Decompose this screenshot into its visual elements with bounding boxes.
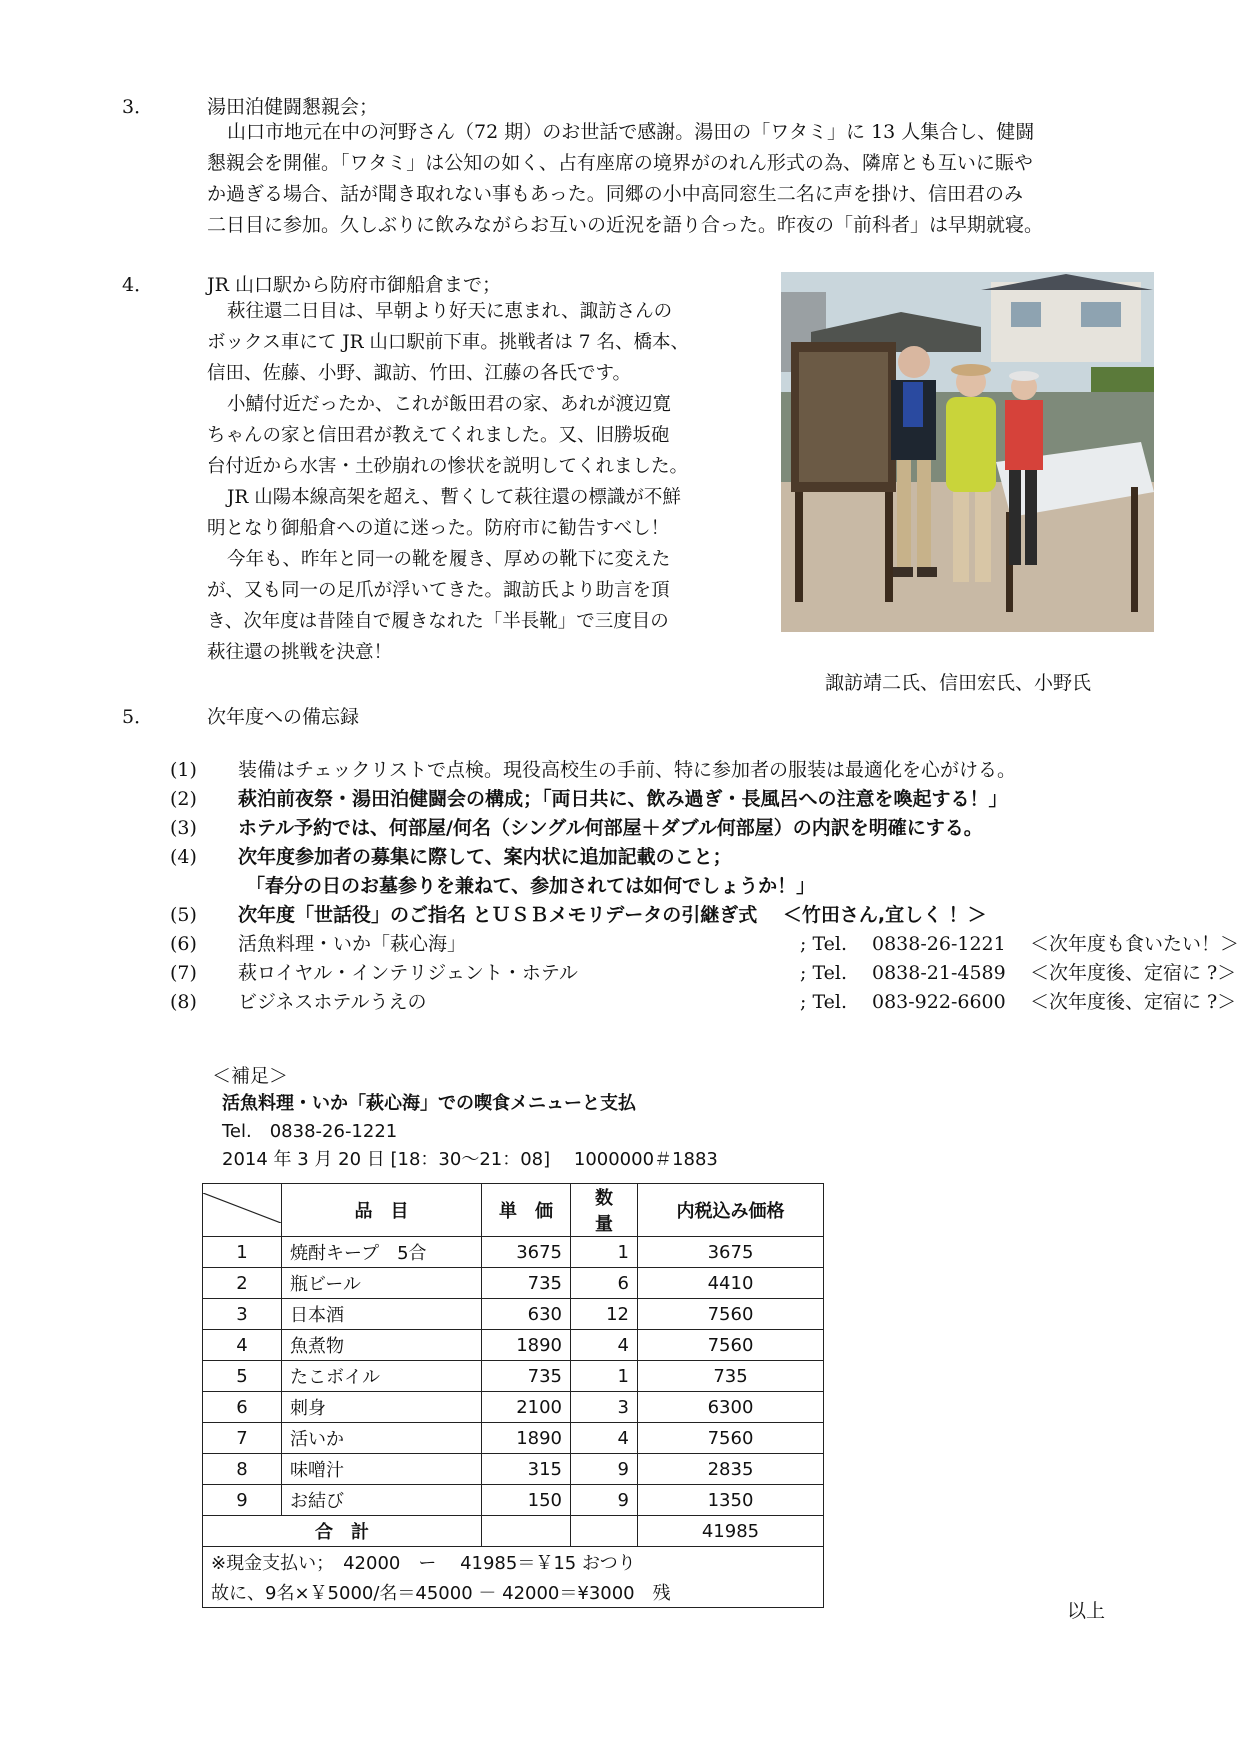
unit-price: 735: [482, 1268, 571, 1299]
sum-empty-cell: [482, 1516, 571, 1547]
table-row: [203, 1268, 824, 1299]
memo-item-number: (3): [170, 817, 197, 839]
section-4-number: 4．: [122, 274, 154, 296]
line-total: 6300: [638, 1392, 824, 1423]
table-row: [203, 1299, 824, 1330]
table-row: [203, 1454, 824, 1485]
photo-illustration: [781, 272, 1154, 632]
receipt-corner-cell: [203, 1184, 282, 1237]
section-4-line: が、又も同一の足爪が浮いてきた。諏訪氏より助言を頂: [207, 580, 670, 601]
row-number: 2: [203, 1268, 282, 1299]
quantity: 4: [571, 1423, 638, 1454]
quantity: 1: [571, 1237, 638, 1268]
line-total: 735: [638, 1361, 824, 1392]
item-name: 瓶ビール: [282, 1268, 482, 1299]
supplement-title: 活魚料理・いか「萩心海」での喫食メニューと支払: [222, 1093, 636, 1114]
section-4-line: JR 山陽本線高架を超え、暫くして萩往還の標識が不鮮: [227, 487, 681, 508]
memo-item-number: (1): [170, 759, 197, 781]
table-row: [203, 1237, 824, 1268]
contact-tel-label: ; Tel.: [800, 962, 847, 984]
quantity: 9: [571, 1485, 638, 1516]
line-total: 7560: [638, 1330, 824, 1361]
payment-note: ※現金支払い； 42000 ー 41985＝￥15 おつり: [203, 1547, 824, 1578]
section-3-number: 3．: [122, 96, 154, 118]
item-name: 味噌汁: [282, 1454, 482, 1485]
section-4-line: ボックス車にて JR 山口駅前下車。挑戦者は 7 名、橋本、: [207, 332, 689, 353]
section-3-body: [207, 117, 1043, 241]
section-4-line: 萩往還の挑戦を決意！: [207, 642, 393, 663]
receipt-header: 数 量: [571, 1184, 638, 1237]
item-name: 魚煮物: [282, 1330, 482, 1361]
contact-remark: ＜次年度も食いたい！＞: [1030, 933, 1240, 955]
section-3-title: 湯田泊健闘懇親会；: [207, 96, 379, 118]
sum-value: 41985: [638, 1516, 824, 1547]
quantity: 12: [571, 1299, 638, 1330]
contact-number: (8): [170, 991, 197, 1013]
item-name: 焼酎キープ 5合: [282, 1237, 482, 1268]
memo-item-text: 「春分の日のお墓参りを兼ねて、参加されては如何でしょうか！」: [246, 875, 816, 897]
section-4-line: 小鯖付近だったか、これが飯田君の家、あれが渡辺寛: [227, 394, 672, 415]
unit-price: 735: [482, 1361, 571, 1392]
item-name: 日本酒: [282, 1299, 482, 1330]
line-total: 3675: [638, 1237, 824, 1268]
section-5-number: 5．: [122, 706, 154, 728]
contact-phone: 0838-21-4589: [872, 962, 1006, 984]
row-number: 5: [203, 1361, 282, 1392]
contact-tel-label: ; Tel.: [800, 991, 847, 1013]
memo-item-text: 次年度「世話役」のご指名 とＵＳＢメモリデータの引継ぎ式 ＜竹田さん,宜しく ！＞: [238, 904, 987, 926]
row-number: 8: [203, 1454, 282, 1485]
section-4-line: 明となり御船倉への道に迷った。防府市に勧告すべし！: [207, 518, 670, 539]
section-3-line: か過ぎる場合、話が聞き取れない事もあった。同郷の小中高同窓生二名に声を掛け、信田君のみ: [207, 183, 1024, 205]
item-name: お結び: [282, 1485, 482, 1516]
contact-remark: ＜次年度後、定宿に ?＞: [1030, 962, 1237, 984]
payment-note-row: [203, 1547, 824, 1578]
receipt-table: [202, 1183, 824, 1608]
memo-item-number: (5): [170, 904, 197, 926]
row-number: 1: [203, 1237, 282, 1268]
receipt-header: 品 目: [282, 1184, 482, 1237]
section-4-line: 萩往還二日目は、早朝より好天に恵まれ、諏訪さんの: [227, 301, 673, 322]
section-4-line: き、次年度は昔陸自で履きなれた「半長靴」で三度目の: [207, 611, 669, 632]
section-3-line: 山口市地元在中の河野さん（72 期）のお世話で感謝。湯田の「ワタミ」に 13 人集合し、健闘: [227, 121, 1035, 143]
diagonal-line-icon: [203, 1193, 281, 1223]
table-row: [203, 1485, 824, 1516]
contact-tel-label: ; Tel.: [800, 933, 847, 955]
contact-phone: 083-922-6600: [872, 991, 1006, 1013]
table-row: [203, 1330, 824, 1361]
row-number: 3: [203, 1299, 282, 1330]
table-row: [203, 1423, 824, 1454]
memo-item-text: 装備はチェックリストで点検。現役高校生の手前、特に参加者の服装は最適化を心がける。: [238, 759, 1017, 781]
item-name: たこボイル: [282, 1361, 482, 1392]
memo-item-number: (2): [170, 788, 197, 810]
item-name: 活いか: [282, 1423, 482, 1454]
payment-note-row: [203, 1577, 824, 1608]
unit-price: 150: [482, 1485, 571, 1516]
row-number: 6: [203, 1392, 282, 1423]
row-number: 4: [203, 1330, 282, 1361]
section-4-body: [207, 296, 689, 668]
quantity: 6: [571, 1268, 638, 1299]
sum-label: 合 計: [203, 1516, 482, 1547]
contact-remark: ＜次年度後、定宿に ?＞: [1030, 991, 1237, 1013]
receipt-header: 内税込み価格: [638, 1184, 824, 1237]
sum-row: [203, 1516, 824, 1547]
unit-price: 630: [482, 1299, 571, 1330]
contact-name: ビジネスホテルうえの: [238, 991, 427, 1013]
receipt-header-row: [203, 1184, 824, 1237]
contact-phone: 0838-26-1221: [872, 933, 1006, 955]
section-4-line: 台付近から水害・土砂崩れの惨状を説明してくれました。: [207, 456, 689, 477]
unit-price: 315: [482, 1454, 571, 1485]
quantity: 9: [571, 1454, 638, 1485]
line-total: 7560: [638, 1423, 824, 1454]
line-total: 4410: [638, 1268, 824, 1299]
sum-empty-cell: [571, 1516, 638, 1547]
unit-price: 1890: [482, 1330, 571, 1361]
unit-price: 1890: [482, 1423, 571, 1454]
unit-price: 3675: [482, 1237, 571, 1268]
section-5-title: 次年度への備忘録: [207, 706, 360, 728]
supplement: [210, 1062, 718, 1174]
contact-name: 活魚料理・いか「萩心海」: [238, 933, 467, 955]
section-4-line: 今年も、昨年と同一の靴を履き、厚めの靴下に変えた: [227, 549, 671, 570]
quantity: 4: [571, 1330, 638, 1361]
memo-item-text: 萩泊前夜祭・湯田泊健闘会の構成；「両日共に、飲み過ぎ・長風呂への注意を喚起する！」: [238, 788, 1008, 810]
payment-note: 故に、9名×￥5000/名＝45000 － 42000＝¥3000 残: [203, 1577, 824, 1608]
quantity: 1: [571, 1361, 638, 1392]
row-number: 9: [203, 1485, 282, 1516]
photo-caption: 諏訪靖二氏、信田宏氏、小野氏: [825, 672, 1092, 694]
contact-number: (7): [170, 962, 197, 984]
section-3-line: 二日目に参加。久しぶりに飲みながらお互いの近況を語り合った。昨夜の「前科者」は早期就寝。: [207, 214, 1044, 236]
memo-item-number: (4): [170, 846, 197, 868]
item-name: 刺身: [282, 1392, 482, 1423]
section-4-line: 信田、佐藤、小野、諏訪、竹田、江藤の各氏です。: [207, 363, 632, 384]
line-total: 1350: [638, 1485, 824, 1516]
line-total: 7560: [638, 1299, 824, 1330]
section-3-line: 懇親会を開催。「ワタミ」は公知の如く、占有座席の境界がのれん形式の為、隣席とも互いに賑や: [207, 152, 1033, 174]
contact-number: (6): [170, 933, 197, 955]
supplement-date: 2014 年 3 月 20 日 [18：30～21：08] 1000000＃1883: [222, 1149, 718, 1170]
supplement-tel: Tel. 0838-26-1221: [222, 1121, 398, 1142]
memo-item-text: 次年度参加者の募集に際して、案内状に追加記載のこと；: [238, 846, 732, 868]
supplement-heading: ＜補足＞: [212, 1065, 289, 1087]
row-number: 7: [203, 1423, 282, 1454]
table-row: [203, 1392, 824, 1423]
table-row: [203, 1361, 824, 1392]
quantity: 3: [571, 1392, 638, 1423]
section-4-line: ちゃんの家と信田君が教えてくれました。又、旧勝坂砲: [207, 425, 670, 446]
closing-mark: 以上: [1067, 1600, 1106, 1622]
group-photo: [781, 272, 1154, 632]
unit-price: 2100: [482, 1392, 571, 1423]
receipt-header: 単 価: [482, 1184, 571, 1237]
memo-item-text: ホテル予約では、何部屋/何名（シングル何部屋＋ダブル何部屋）の内訳を明確にする。: [238, 817, 983, 839]
contact-name: 萩ロイヤル・インテリジェント・ホテル: [238, 962, 578, 984]
section-4-title: JR 山口駅から防府市御船倉まで；: [207, 274, 501, 296]
line-total: 2835: [638, 1454, 824, 1485]
